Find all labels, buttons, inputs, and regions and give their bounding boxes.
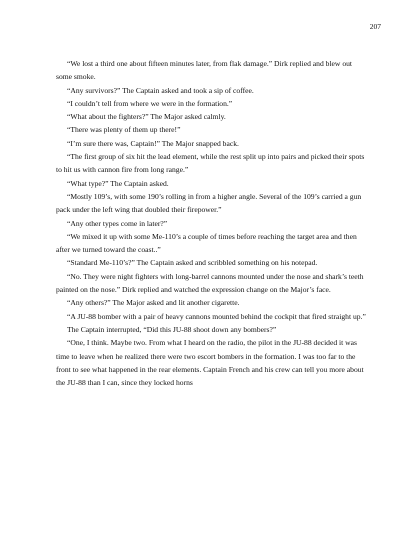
- paragraph: “Standard Me-110’s?” The Captain asked and scribbled something on his notepad.: [67, 258, 318, 268]
- paragraph: “We mixed it up with some Me-110’s a couple of times before reaching the target area and then after we turned toward the coast..”: [56, 231, 357, 255]
- paragraph: The Captain interrupted, “Did this JU-88 shoot down any bombers?”: [67, 324, 277, 334]
- paragraph: “What type?” The Captain asked.: [67, 178, 169, 188]
- paragraph: “Any survivors?” The Captain asked and took a sip of coffee.: [67, 85, 254, 95]
- page-number: 207: [369, 22, 381, 31]
- paragraph: “Any others?” The Major asked and lit another cigarette.: [67, 298, 240, 308]
- paragraph: “There was plenty of them up there!”: [67, 125, 181, 135]
- paragraph: “Any other types come in later?”: [67, 218, 168, 228]
- paragraph: “We lost a third one about fifteen minutes later, from flak damage.” Dirk replied and blew out some smoke.: [56, 59, 353, 82]
- paragraph: “No. They were night fighters with long-barrel cannons mounted under the nose and shark’s teeth painted on the nose.” Dirk replied and watched the expression change on the Major’s face.: [56, 271, 364, 295]
- paragraph: “A JU-88 bomber with a pair of heavy cannons mounted behind the cockpit that fired straight up.”: [67, 311, 366, 321]
- paragraph: “I couldn’t tell from where we were in the formation.”: [67, 98, 233, 108]
- paragraph: “One, I think. Maybe two. From what I heard on the radio, the pilot in the JU-88 decided it was time to leave when he realized there were two escort bombers in the formation. I was too far to the front to see what happened in the rear elements. Captain French and his crew can tell you more about the JU-88 than I can, since they locked horns: [56, 338, 364, 388]
- paragraph: “The first group of six hit the lead element, while the rest split up into pairs and picked their spots to hit us with cannon fire from long range.”: [56, 152, 365, 175]
- paragraph: “I’m sure there was, Captain!” The Major snapped back.: [67, 138, 239, 148]
- paragraph: “Mostly 109’s, with some 190’s rolling in from a higher angle. Several of the 109’s carried a gun pack under the left wing that doubled their firepower.”: [56, 191, 362, 215]
- paragraph: “What about the fighters?” The Major asked calmly.: [67, 112, 226, 122]
- body-text: [56, 57, 366, 389]
